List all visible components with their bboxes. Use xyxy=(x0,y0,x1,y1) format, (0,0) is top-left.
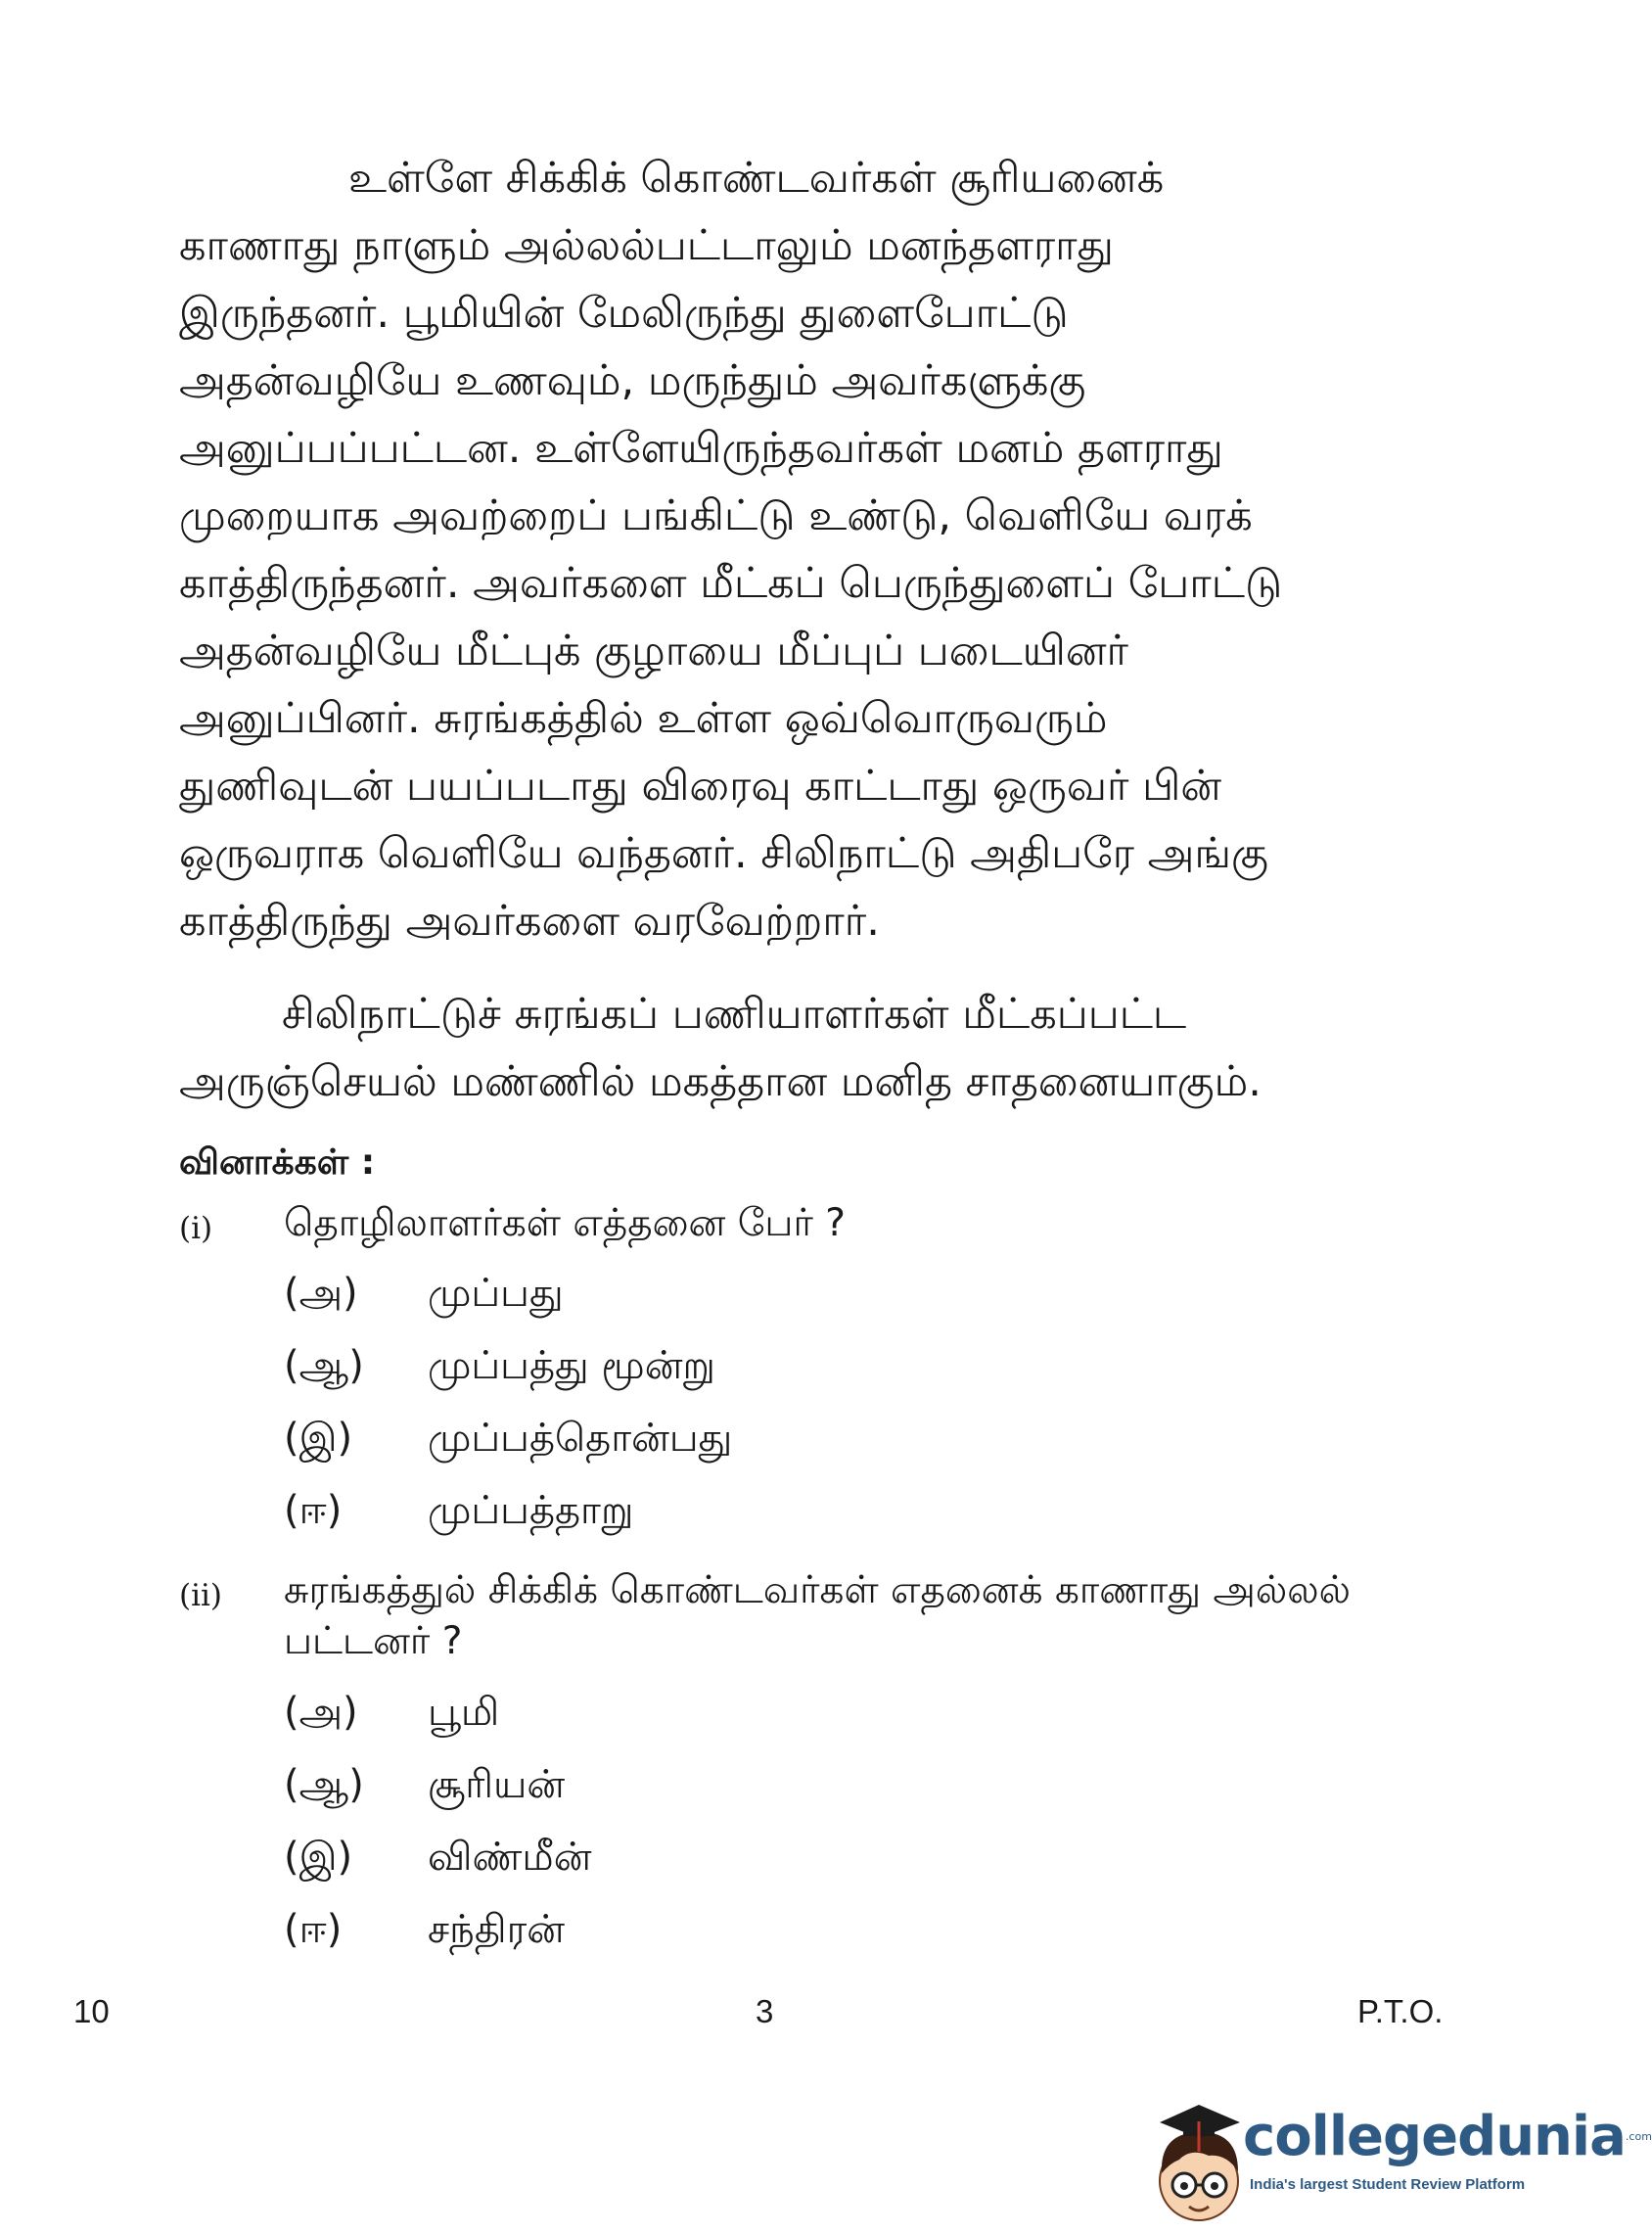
passage-line: முறையாக அவற்றைப் பங்கிட்டு உண்டு, வெளியே வரக் xyxy=(179,491,1253,540)
option-item xyxy=(284,1338,715,1393)
watermark-tagline: India's largest Student Review Platform xyxy=(1250,2176,1526,2193)
option-item xyxy=(284,1483,633,1538)
option-text: முப்பத்தொன்பது xyxy=(428,1416,733,1461)
option-label: (ஈ) xyxy=(284,1488,343,1533)
passage-line: சிலிநாட்டுச் சுரங்கப் பணியாளர்கள் மீட்கப்பட்ட xyxy=(282,990,1187,1039)
option-label: (அ) xyxy=(284,1690,358,1735)
option-label: (இ) xyxy=(284,1416,353,1461)
option-text: சந்திரன் xyxy=(428,1907,566,1952)
option-text: முப்பத்தாறு xyxy=(428,1488,634,1533)
option-item xyxy=(284,1411,732,1465)
option-item xyxy=(284,1685,499,1740)
option-text: விண்மீன் xyxy=(428,1835,592,1880)
pto-label: P.T.O. xyxy=(1357,1993,1444,2029)
passage-line: ஒருவராக வெளியே வந்தனர். சிலிநாட்டு அதிபரே அங்கு xyxy=(179,829,1269,878)
passage-line: காத்திருந்தனர். அவர்களை மீட்கப் பெருந்துளைப் போட்டு xyxy=(179,559,1283,608)
option-label: (இ) xyxy=(284,1835,353,1880)
option-item xyxy=(284,1266,564,1321)
option-label: (ஆ) xyxy=(284,1762,364,1807)
passage-line: அருஞ்செயல் மண்ணில் மகத்தான மனித சாதனையாகும். xyxy=(179,1057,1262,1106)
watermark-brand: collegedunia$^{.com}$ xyxy=(1243,2105,1652,2168)
passage xyxy=(179,145,1393,1116)
page-number: 3 xyxy=(756,1993,774,2029)
passage-line: உள்ளே சிக்கிக் கொண்டவர்கள் சூரியனைக் xyxy=(348,154,1165,203)
passage-line: துணிவுடன் பயப்படாது விரைவு காட்டாது ஒருவர் பின் xyxy=(179,762,1222,811)
passage-line: அதன்வழியே மீட்புக் குழாயை மீப்புப் படையினர் xyxy=(179,627,1129,675)
option-item xyxy=(284,1902,565,1957)
question-text: தொழிலாளர்கள் எத்தனை பேர் ? xyxy=(284,1201,846,1245)
passage-line: அனுப்பினர். சுரங்கத்தில் உள்ள ஒவ்வொருவரும் xyxy=(179,694,1108,743)
option-text: முப்பத்து மூன்று xyxy=(428,1343,715,1388)
passage-line: இருந்தனர். பூமியின் மேலிருந்து துளைபோட்டு xyxy=(179,289,1069,338)
passage-line: அதன்வழியே உணவும், மருந்தும் அவர்களுக்கு xyxy=(179,356,1086,405)
option-text: பூமி xyxy=(428,1690,500,1735)
option-item xyxy=(284,1757,565,1812)
option-label: (ஈ) xyxy=(284,1907,343,1952)
option-item xyxy=(284,1830,592,1884)
option-label: (அ) xyxy=(284,1271,358,1316)
footer-code: 10 xyxy=(73,1993,110,2029)
passage-line: அனுப்பப்பட்டன. உள்ளேயிருந்தவர்கள் மனம் தளராது xyxy=(179,424,1223,473)
question-number: (ii) xyxy=(179,1578,223,1613)
question-text: சுரங்கத்துல் சிக்கிக் கொண்டவர்கள் எதனைக் காணாது அல்லல் பட்டனர் ? xyxy=(284,1568,1351,1663)
passage-line: காணாது நாளும் அல்லல்பட்டாலும் மனந்தளராது xyxy=(179,221,1114,270)
option-text: முப்பது xyxy=(428,1271,564,1316)
option-label: (ஆ) xyxy=(284,1343,364,1388)
question-number: (i) xyxy=(179,1211,213,1246)
passage-line: காத்திருந்து அவர்களை வரவேற்றார். xyxy=(179,897,880,946)
option-text: சூரியன் xyxy=(428,1762,566,1807)
questions-heading: வினாக்கள் : xyxy=(179,1142,376,1183)
